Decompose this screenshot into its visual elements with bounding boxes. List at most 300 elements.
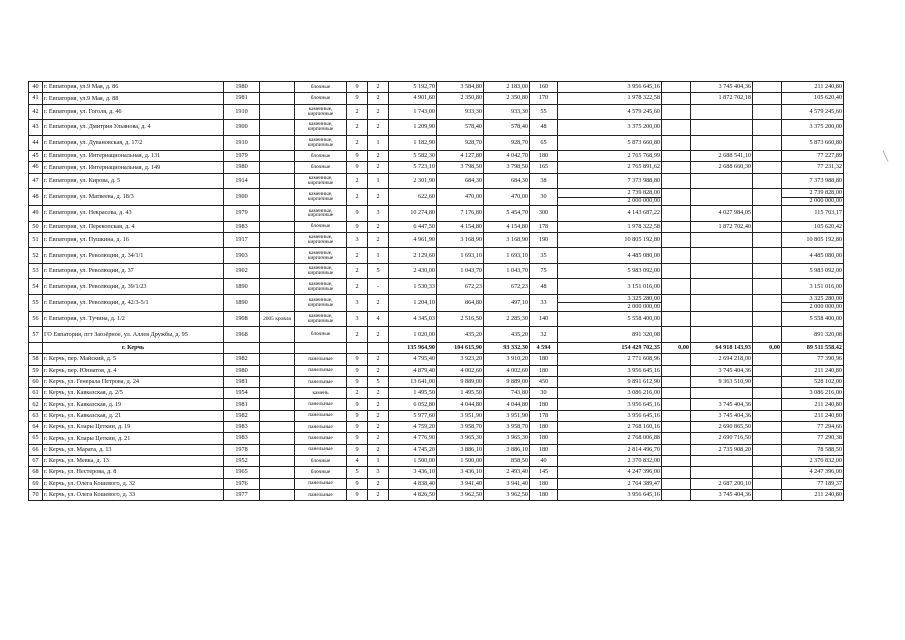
entrances-cell: 5	[368, 263, 389, 279]
zero-cell-2	[753, 135, 782, 151]
extra-cell	[260, 444, 295, 455]
entrances-cell: 2	[368, 151, 389, 162]
residents-cell: 33	[530, 294, 558, 311]
address-cell: г. Евпатория, ул. Тучина, д. 1/2	[43, 311, 224, 327]
private-area-cell: 743,80	[484, 388, 530, 399]
material-cell: каменные, кирпичные	[295, 248, 347, 264]
cost-fund-cell: 2 688 660,30	[691, 162, 753, 173]
cost-total-cell: 3 325 280,00	[558, 294, 662, 303]
material-cell: блочные	[295, 162, 347, 173]
cost-total-cell: 10 805 192,80	[558, 232, 662, 248]
residents-cell: 178	[530, 221, 558, 232]
table-row	[29, 342, 844, 353]
extra-cell	[260, 410, 295, 421]
row-number: 46	[29, 162, 43, 173]
private-area-cell: 5 454,70	[484, 206, 530, 222]
cost-total-cell: 5 873 660,80	[558, 135, 662, 151]
row-number: 41	[29, 93, 43, 104]
living-area-cell: 4 127,80	[437, 151, 484, 162]
year-cell: 1983	[224, 433, 260, 444]
floors-cell: 3	[347, 311, 368, 327]
zero-cell-2	[753, 248, 782, 264]
zero-cell-1	[662, 173, 691, 189]
floors-cell: 2	[347, 327, 368, 343]
residents-cell: 180	[530, 399, 558, 410]
extra-cell	[260, 248, 295, 264]
entrances-cell: 3	[368, 467, 389, 478]
table-row	[29, 467, 844, 478]
table-row	[29, 104, 844, 120]
cost-fund-cell: 2 688 541,10	[691, 151, 753, 162]
cost-total-cell: 3 956 645,16	[558, 82, 662, 93]
total-area-cell: 3 436,10	[389, 467, 437, 478]
cost-owners-cell: 211 240,80	[782, 82, 844, 93]
cost-owners-cell: 5 983 092,00	[782, 263, 844, 279]
address-cell: г. Керчь, ул. Кавказская, д. 21	[43, 410, 224, 421]
row-number: 56	[29, 311, 43, 327]
total-area-cell: 4 901,60	[389, 93, 437, 104]
zero-cell-2	[753, 388, 782, 399]
address-cell: г. Евпатория, ул. Матвеева, д. 18/3	[43, 189, 224, 206]
floors-cell: 9	[347, 162, 368, 173]
zero-cell-1	[662, 444, 691, 455]
table-row	[29, 354, 844, 365]
year-cell: 1976	[224, 478, 260, 489]
cost-fund-cell: 64 918 143,93	[691, 342, 753, 353]
material-cell: панельные	[295, 422, 347, 433]
cost-owners-cell: 77 227,89	[782, 151, 844, 162]
private-area-cell: 3 951,90	[484, 410, 530, 421]
cost-total-cell: 4 485 080,00	[558, 248, 662, 264]
cost-total-cell: 3 956 645,16	[558, 489, 662, 500]
total-area-cell: 4 961,90	[389, 232, 437, 248]
material-cell: каменные, кирпичные	[295, 232, 347, 248]
entrances-cell: 2	[368, 410, 389, 421]
private-area-cell: 3 886,10	[484, 444, 530, 455]
material-cell: панельные	[295, 354, 347, 365]
row-number	[29, 342, 43, 353]
material-cell: каменные, кирпичные	[295, 120, 347, 136]
zero-cell-2	[753, 467, 782, 478]
total-area-cell: 4 838,40	[389, 478, 437, 489]
table-row	[29, 263, 844, 279]
entrances-cell: 2	[368, 82, 389, 93]
city-header: г. Керчь	[43, 342, 224, 353]
cost-fund-cell: 2 735 908,20	[691, 444, 753, 455]
zero-cell-1	[662, 248, 691, 264]
extra-cell	[260, 433, 295, 444]
zero-cell-2	[753, 478, 782, 489]
cost-fund-cell: 3 745 404,36	[691, 489, 753, 500]
cost-fund-cell: 1 872 702,18	[691, 93, 753, 104]
cost-fund-cell	[691, 467, 753, 478]
extra-cell	[260, 120, 295, 136]
year-cell: 1979	[224, 206, 260, 222]
entrances-cell: 2	[368, 489, 389, 500]
cost-fund-cell	[691, 263, 753, 279]
address-cell: г. Евпатория, ул.9 Мая, д. 88	[43, 93, 224, 104]
entrances-cell: 1	[368, 173, 389, 189]
zero-cell-2	[753, 93, 782, 104]
living-area-cell: 3 584,80	[437, 82, 484, 93]
row-number: 54	[29, 279, 43, 295]
material-cell: блочные	[295, 221, 347, 232]
material-cell: панельные	[295, 399, 347, 410]
entrances-cell: 2	[368, 388, 389, 399]
zero-cell-1	[662, 365, 691, 376]
housing-repair-table	[28, 81, 844, 501]
cost-fund-cell	[691, 294, 753, 311]
cost-owners-cell: 2 739 828,00	[782, 189, 844, 198]
floors-cell: 2	[347, 173, 368, 189]
cost-owners-cell: 4 485 080,00	[782, 248, 844, 264]
year-cell: 1983	[224, 221, 260, 232]
material-cell: панельные	[295, 365, 347, 376]
zero-cell-1	[662, 433, 691, 444]
material-cell: блочные	[295, 455, 347, 466]
cost-owners-cell: 7 373 988,80	[782, 173, 844, 189]
entrances-cell: 2	[368, 365, 389, 376]
cost-total-cell: 3 956 645,16	[558, 365, 662, 376]
cost-owners-cell: 2 000 000,00	[782, 303, 844, 312]
table-row	[29, 93, 844, 104]
address-cell: г. Керчь, пер. Юннатов, д. 4	[43, 365, 224, 376]
living-area-cell: 3 965,30	[437, 433, 484, 444]
residents-cell: 30	[530, 388, 558, 399]
table-row	[29, 455, 844, 466]
extra-cell	[260, 327, 295, 343]
material-cell: блочные	[295, 82, 347, 93]
residents-cell: 180	[530, 354, 558, 365]
material-cell: блочные	[295, 467, 347, 478]
private-area-cell: 4 042,70	[484, 151, 530, 162]
total-area-cell: 4 345,03	[389, 311, 437, 327]
private-area-cell: 1 043,70	[484, 263, 530, 279]
cost-total-cell: 4 143 687,22	[558, 206, 662, 222]
cost-fund-cell	[691, 327, 753, 343]
floors-cell: 9	[347, 422, 368, 433]
total-area-cell: 1 743,00	[389, 104, 437, 120]
cost-owners-cell: 3 086 216,00	[782, 388, 844, 399]
living-area-cell: 9 889,00	[437, 376, 484, 387]
document-sheet	[28, 81, 844, 501]
total-area-cell: 4 826,50	[389, 489, 437, 500]
address-cell: ГО Евпатория, пгт Заозёрное, ул. Аллея Дружбы, д. 95	[43, 327, 224, 343]
cost-owners-cell: 105 620,42	[782, 221, 844, 232]
entrances-cell: 1	[368, 135, 389, 151]
entrances-cell: 2	[368, 399, 389, 410]
zero-cell-1	[662, 206, 691, 222]
cost-owners-cell: 89 511 558,42	[782, 342, 844, 353]
table-row	[29, 410, 844, 421]
zero-cell-2	[753, 151, 782, 162]
address-cell: г. Керчь, ул. Нестерова, д. 8	[43, 467, 224, 478]
extra-cell	[260, 162, 295, 173]
total-area-cell: 6 052,80	[389, 399, 437, 410]
cost-fund-cell: 1 872 702,40	[691, 221, 753, 232]
residents-cell: 180	[530, 422, 558, 433]
private-area-cell: 470,00	[484, 189, 530, 206]
total-area-cell: 1 530,33	[389, 279, 437, 295]
extra-cell	[260, 294, 295, 311]
table-row	[29, 173, 844, 189]
private-area-cell: 9 889,00	[484, 376, 530, 387]
cost-fund-cell	[691, 135, 753, 151]
residents-cell: 30	[530, 189, 558, 206]
cost-owners-cell: 3 375 200,00	[782, 120, 844, 136]
table-row	[29, 206, 844, 222]
cost-total-cell: 2 764 389,47	[558, 478, 662, 489]
residents-cell: 180	[530, 365, 558, 376]
cost-owners-cell: 2 370 832,00	[782, 455, 844, 466]
year-cell: 1908	[224, 311, 260, 327]
row-number: 57	[29, 327, 43, 343]
extra-cell	[260, 232, 295, 248]
total-area-cell: 1 204,10	[389, 294, 437, 311]
material-cell: блочные	[295, 327, 347, 343]
row-number: 45	[29, 151, 43, 162]
cost-owners-cell: 77 189,37	[782, 478, 844, 489]
total-area-cell: 6 447,50	[389, 221, 437, 232]
row-number: 62	[29, 399, 43, 410]
row-number: 63	[29, 410, 43, 421]
residents-cell: 75	[530, 263, 558, 279]
floors-cell: 2	[347, 120, 368, 136]
address-cell: г. Керчь, ул. Олега Кошевого, д. 33	[43, 489, 224, 500]
year-cell: 1982	[224, 354, 260, 365]
table-row	[29, 151, 844, 162]
entrances-cell: 1	[368, 248, 389, 264]
year-cell: 1981	[224, 399, 260, 410]
residents-cell: 145	[530, 467, 558, 478]
living-area-cell: 1 500,00	[437, 455, 484, 466]
extra-cell	[260, 189, 295, 206]
living-area-cell: 435,20	[437, 327, 484, 343]
living-area-cell: 672,23	[437, 279, 484, 295]
material-cell: каменные, кирпичные	[295, 189, 347, 206]
entrances-cell: 2	[368, 327, 389, 343]
residents-cell: 4 594	[530, 342, 558, 353]
living-area-cell: 578,40	[437, 120, 484, 136]
living-area-cell: 3 168,90	[437, 232, 484, 248]
zero-cell-1	[662, 455, 691, 466]
living-area-cell: 1 693,10	[437, 248, 484, 264]
total-area-cell: 622,60	[389, 189, 437, 206]
cost-owners-cell: 5 873 660,80	[782, 135, 844, 151]
zero-cell-2	[753, 354, 782, 365]
table-row	[29, 120, 844, 136]
living-area-cell: 3 436,10	[437, 467, 484, 478]
address-cell: г. Евпатория, ул. Интернациональная, д. 149	[43, 162, 224, 173]
row-number: 50	[29, 221, 43, 232]
private-area-cell: 3 965,30	[484, 433, 530, 444]
total-area-cell: 4 795,40	[389, 354, 437, 365]
zero-cell-2	[753, 489, 782, 500]
address-cell: г. Керчь, ул. Марата, д. 13	[43, 444, 224, 455]
private-area-cell: 1 693,10	[484, 248, 530, 264]
year-cell: 1983	[224, 422, 260, 433]
total-area-cell: 4 879,40	[389, 365, 437, 376]
private-area-cell: 3 962,50	[484, 489, 530, 500]
table-row	[29, 279, 844, 295]
address-cell: г. Евпатория, ул. Некрасова, д. 43	[43, 206, 224, 222]
entrances-cell: 2	[368, 422, 389, 433]
living-area-cell: 470,00	[437, 189, 484, 206]
row-number: 61	[29, 388, 43, 399]
year-cell: 1981	[224, 376, 260, 387]
cost-owners-cell: 115 703,17	[782, 206, 844, 222]
year-cell	[224, 342, 260, 353]
cost-owners-cell: 77 390,96	[782, 354, 844, 365]
floors-cell	[347, 342, 368, 353]
floors-cell: 9	[347, 206, 368, 222]
extra-cell	[260, 104, 295, 120]
residents-cell: 180	[530, 444, 558, 455]
total-area-cell: 1 209,90	[389, 120, 437, 136]
extra-cell	[260, 365, 295, 376]
extra-cell	[260, 354, 295, 365]
cost-total-cell: 7 373 988,80	[558, 173, 662, 189]
cost-fund-cell: 2 690 865,50	[691, 422, 753, 433]
floors-cell: 9	[347, 489, 368, 500]
total-area-cell: 1 182,90	[389, 135, 437, 151]
floors-cell: 9	[347, 433, 368, 444]
private-area-cell: 2 493,40	[484, 467, 530, 478]
cost-total-cell: 3 956 645,16	[558, 410, 662, 421]
cost-fund-cell: 3 745 404,36	[691, 82, 753, 93]
private-area-cell: 3 958,70	[484, 422, 530, 433]
extra-cell	[260, 173, 295, 189]
material-cell: каменные, кирпичные	[295, 279, 347, 295]
living-area-cell: 3 941,40	[437, 478, 484, 489]
total-area-cell: 5 582,30	[389, 151, 437, 162]
zero-cell-2	[753, 422, 782, 433]
year-cell: 1980	[224, 162, 260, 173]
zero-cell-2	[753, 311, 782, 327]
extra-cell	[260, 455, 295, 466]
zero-cell-1	[662, 311, 691, 327]
cost-fund-cell: 9 363 510,90	[691, 376, 753, 387]
year-cell: 1977	[224, 489, 260, 500]
private-area-cell: 93 332,30	[484, 342, 530, 353]
total-area-cell: 2 301,90	[389, 173, 437, 189]
residents-cell: 140	[530, 311, 558, 327]
cost-owners-cell: 5 558 400,00	[782, 311, 844, 327]
residents-cell: 48	[530, 120, 558, 136]
address-cell: г. Керчь, ул. Кавказская, д. 19	[43, 399, 224, 410]
table-row	[29, 162, 844, 173]
row-number: 70	[29, 489, 43, 500]
cost-total-cell: 4 579 245,60	[558, 104, 662, 120]
entrances-cell: -	[368, 279, 389, 295]
total-area-cell: 4 745,20	[389, 444, 437, 455]
private-area-cell: 4 154,80	[484, 221, 530, 232]
cost-owners-cell: 77 294,66	[782, 422, 844, 433]
private-area-cell: 933,30	[484, 104, 530, 120]
zero-cell-2	[753, 399, 782, 410]
residents-cell: 190	[530, 232, 558, 248]
cost-total-cell: 2 768 006,88	[558, 433, 662, 444]
cost-total-cell: 3 375 200,00	[558, 120, 662, 136]
total-area-cell: 2 430,00	[389, 263, 437, 279]
zero-cell-2	[753, 173, 782, 189]
material-cell: камень	[295, 388, 347, 399]
cost-owners-cell: 77 290,38	[782, 433, 844, 444]
address-cell: г. Керчь, пер. Майский, д. 5	[43, 354, 224, 365]
zero-cell-1	[662, 135, 691, 151]
row-number: 40	[29, 82, 43, 93]
extra-cell	[260, 342, 295, 353]
extra-cell	[260, 279, 295, 295]
floors-cell: 9	[347, 399, 368, 410]
year-cell: 1914	[224, 173, 260, 189]
cost-owners-cell: 105 620,40	[782, 93, 844, 104]
table-row	[29, 311, 844, 327]
cost-total-cell: 2 739 828,00	[558, 189, 662, 198]
floors-cell: 2	[347, 388, 368, 399]
table-row	[29, 376, 844, 387]
residents-cell: 65	[530, 135, 558, 151]
zero-cell-1	[662, 189, 691, 206]
address-cell: г. Евпатория, ул. Перекопская, д. 4	[43, 221, 224, 232]
cost-total-cell: 891 320,08	[558, 327, 662, 343]
zero-cell-1	[662, 354, 691, 365]
year-cell: 1890	[224, 294, 260, 311]
year-cell: 1982	[224, 410, 260, 421]
cost-fund-cell	[691, 120, 753, 136]
residents-cell: 40	[530, 455, 558, 466]
row-number: 66	[29, 444, 43, 455]
living-area-cell: 7 176,80	[437, 206, 484, 222]
floors-cell: 9	[347, 151, 368, 162]
entrances-cell: 2	[368, 104, 389, 120]
zero-cell-2	[753, 455, 782, 466]
row-number: 68	[29, 467, 43, 478]
address-cell: г. Евпатория, ул. Революции, д. 34/1/1	[43, 248, 224, 264]
zero-cell-2	[753, 444, 782, 455]
year-cell: 1917	[224, 232, 260, 248]
year-cell: 1900	[224, 189, 260, 206]
material-cell: каменные, кирпичные	[295, 263, 347, 279]
table-row	[29, 221, 844, 232]
living-area-cell: 2 516,50	[437, 311, 484, 327]
zero-cell-1	[662, 294, 691, 311]
floors-cell: 9	[347, 478, 368, 489]
entrances-cell: 2	[368, 294, 389, 311]
address-cell: г. Евпатория, ул. Революции, д. 42/3-5/1	[43, 294, 224, 311]
row-number: 55	[29, 294, 43, 311]
address-cell: г. Керчь, ул. Кавказская, д. 2/5	[43, 388, 224, 399]
private-area-cell: 497,10	[484, 294, 530, 311]
cost-total-cell: 2 000 000,00	[558, 197, 662, 206]
cost-owners-cell: 3 151 016,00	[782, 279, 844, 295]
extra-cell	[260, 263, 295, 279]
total-area-cell: 5 723,10	[389, 162, 437, 173]
table-row	[29, 248, 844, 264]
entrances-cell: 2	[368, 120, 389, 136]
cost-total-cell: 5 983 092,00	[558, 263, 662, 279]
zero-cell-1	[662, 467, 691, 478]
year-cell: 1980	[224, 365, 260, 376]
private-area-cell: 2 285,30	[484, 311, 530, 327]
year-cell: 1980	[224, 82, 260, 93]
material-cell: каменные, кирпичные	[295, 206, 347, 222]
zero-cell-2	[753, 189, 782, 206]
zero-cell-1	[662, 221, 691, 232]
private-area-cell: 3 168,90	[484, 232, 530, 248]
floors-cell: 2	[347, 189, 368, 206]
cost-fund-cell	[691, 388, 753, 399]
